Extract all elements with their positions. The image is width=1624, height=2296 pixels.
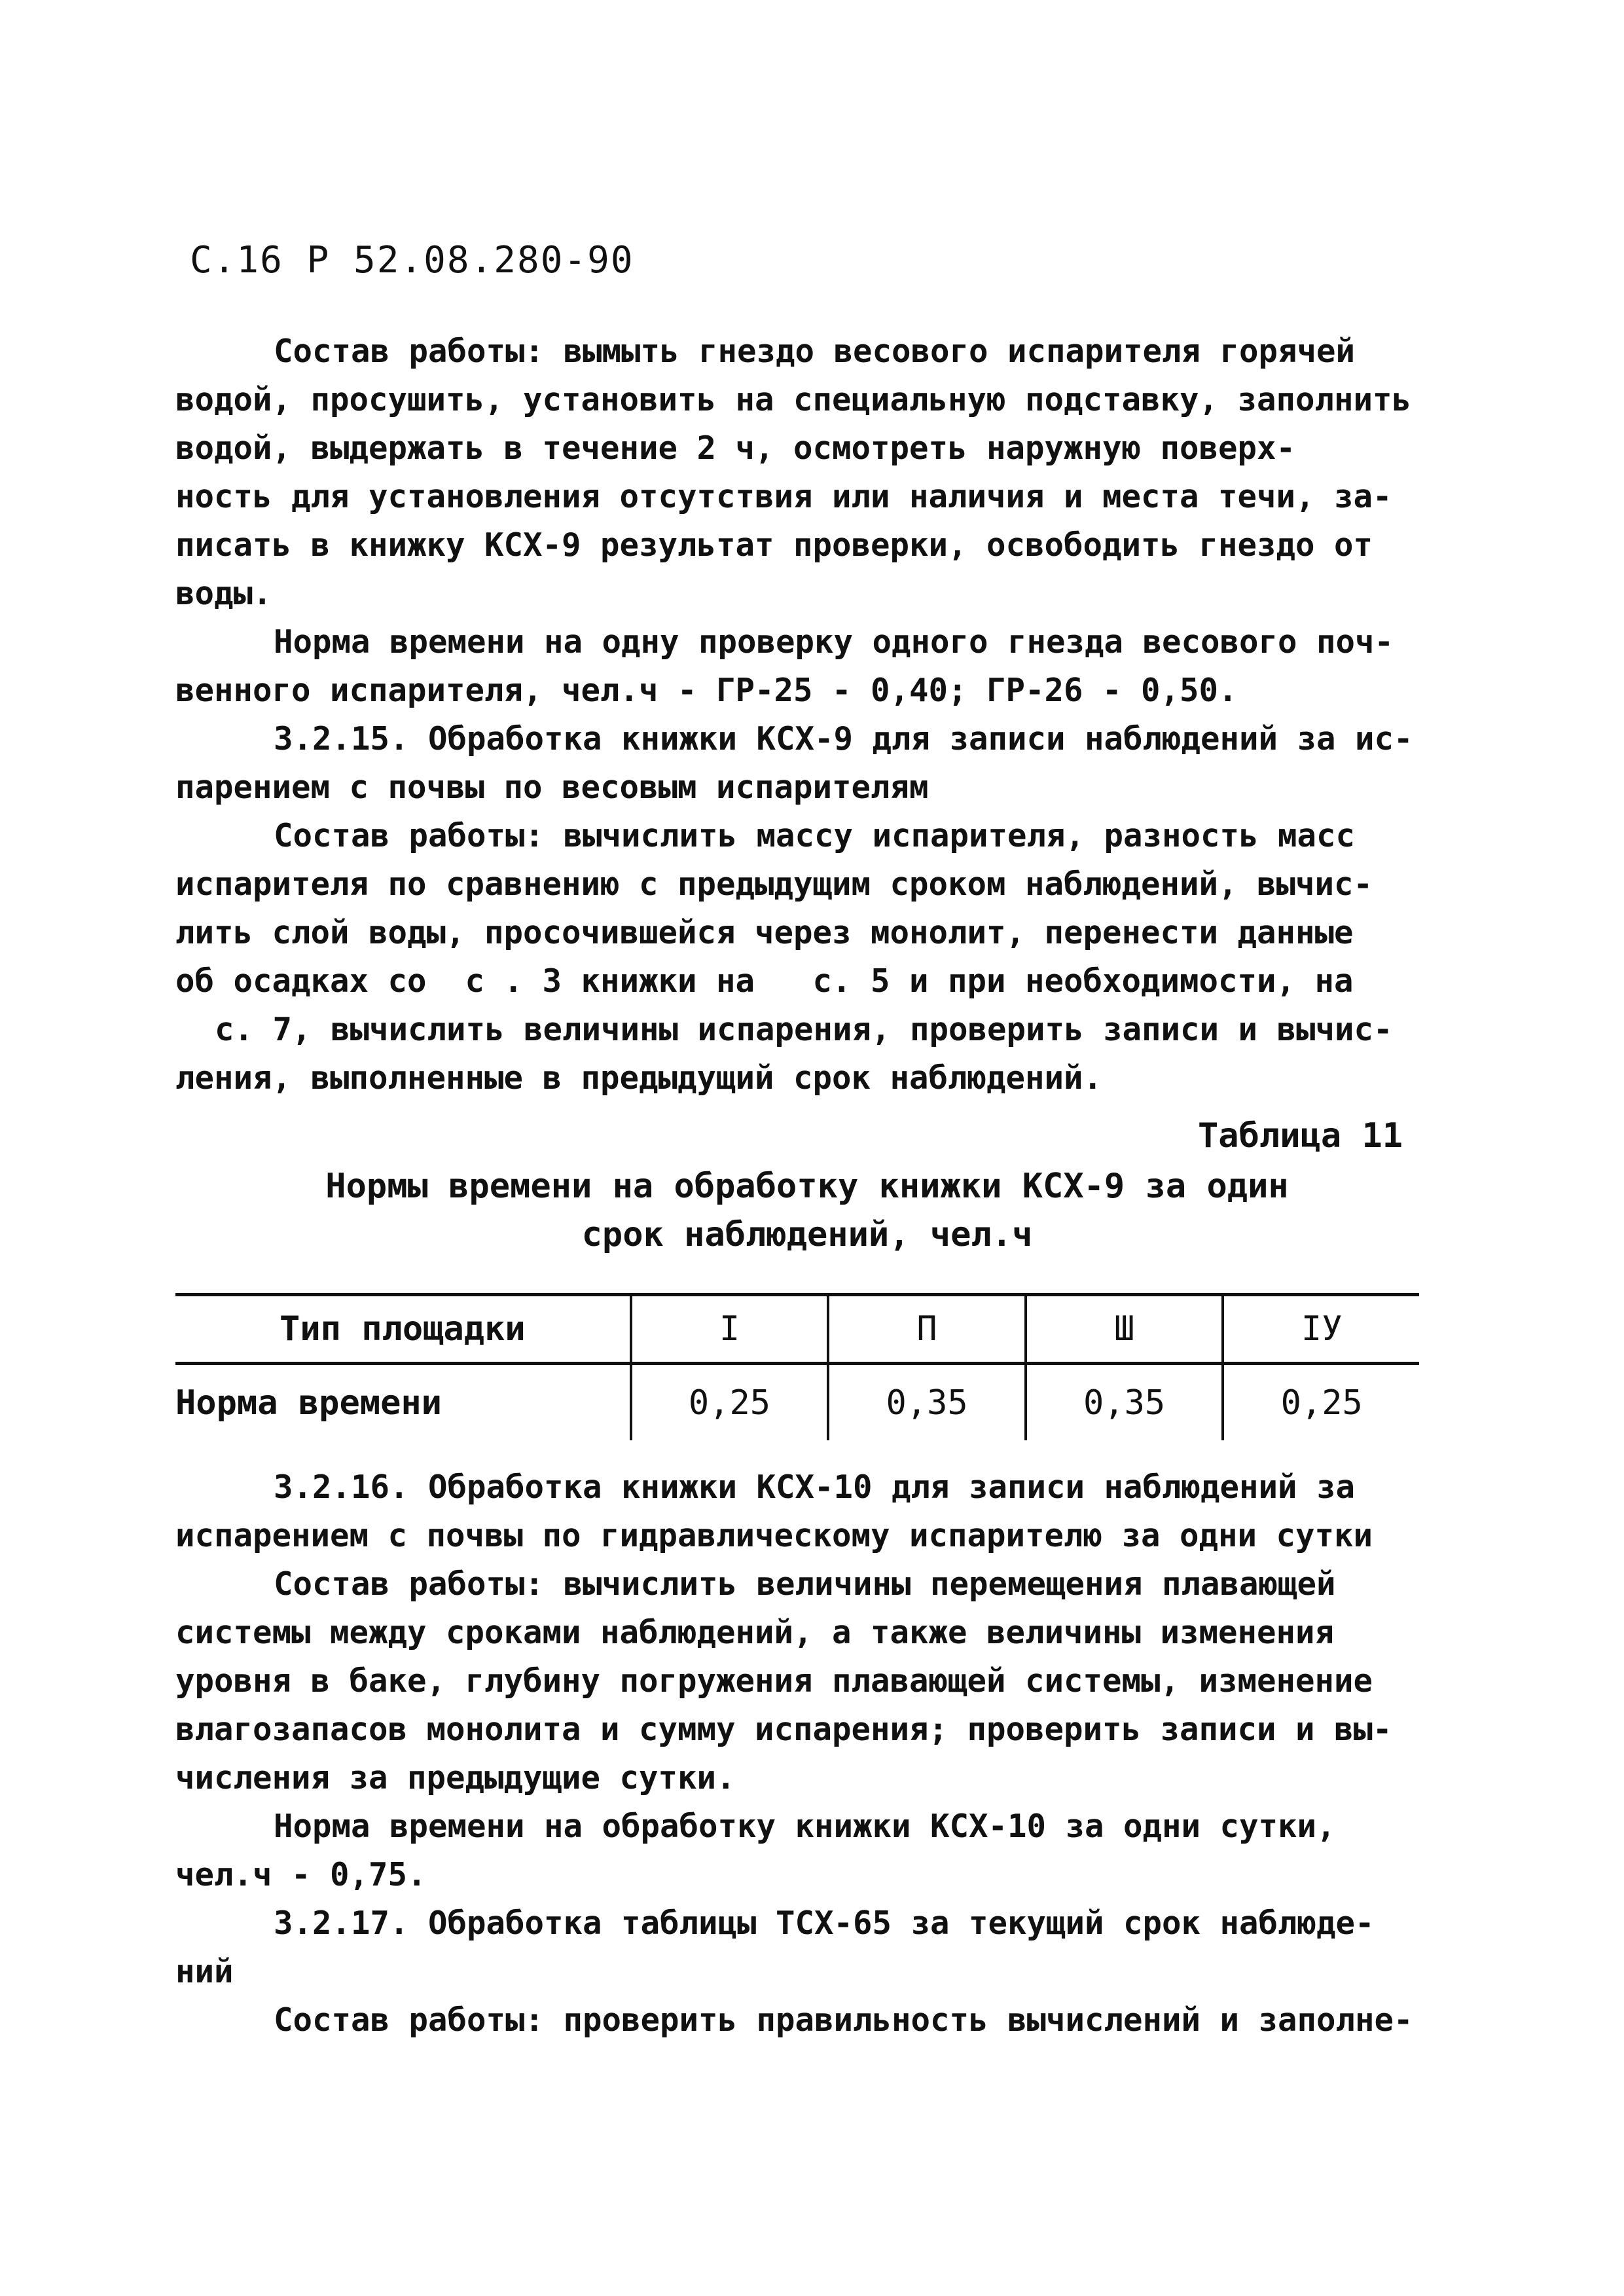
text-line: числения за предыдущие сутки. (175, 1759, 736, 1796)
text-line: Норма времени на обработку книжки КСХ-10 за одни сутки, (274, 1808, 1336, 1845)
table-header-row (175, 1295, 1419, 1364)
table-title-line: Нормы времени на обработку книжки КСХ-9 за один (325, 1167, 1289, 1206)
table-row (175, 1364, 1419, 1441)
text-line: ления, выполненные в предыдущий срок наблюдений. (175, 1059, 1103, 1097)
text-line: 3.2.17. Обработка таблицы ТСХ-65 за текущий срок наблюде- (274, 1904, 1375, 1942)
text-line: влагозапасов монолита и сумму испарения; проверить записи и вы- (175, 1711, 1392, 1748)
body-block-1 (175, 327, 1439, 1102)
text-line: чел.ч - 0,75. (175, 1856, 427, 1893)
text-line: водой, выдержать в течение 2 ч, осмотреть наружную поверх- (175, 429, 1296, 467)
text-line: Состав работы: вычислить массу испарителя, разность масс (274, 817, 1356, 854)
table-cell: 0,25 (631, 1364, 829, 1441)
text-line: парением с почвы по весовым испарителям (175, 769, 929, 806)
text-line: лить слой воды, просочившейся через монолит, перенести данные (175, 914, 1354, 951)
page-header: С.16 Р 52.08.280-90 (190, 239, 634, 282)
text-line: 3.2.16. Обработка книжки КСХ-10 для записи наблюдений за (274, 1468, 1356, 1506)
table-cell: 0,25 (1223, 1364, 1419, 1441)
text-line: водой, просушить, установить на специальную подставку, заполнить (175, 381, 1412, 418)
text-line: с. 7, вычислить величины испарения, проверить записи и вычис- (215, 1011, 1393, 1048)
text-line: воды. (175, 575, 272, 612)
table-header-cell: П (828, 1295, 1026, 1364)
text-line: Состав работы: проверить правильность вычислений и заполне- (274, 2001, 1413, 2039)
text-line: Норма времени на одну проверку одного гнезда весового поч- (274, 623, 1394, 661)
text-line: об осадках со с . 3 книжки на с. 5 и при необходимости, на (175, 962, 1354, 1000)
text-line: ний (175, 1953, 234, 1990)
text-line: венного испарителя, чел.ч - ГР-25 - 0,40; ГР-26 - 0,50. (175, 672, 1238, 709)
text-line: 3.2.15. Обработка книжки КСХ-9 для записи наблюдений за ис- (274, 720, 1413, 757)
text-line: ность для установления отсутствия или наличия и места течи, за- (175, 478, 1392, 515)
body-block-2 (175, 1463, 1439, 2045)
text-line: уровня в баке, глубину погружения плавающей системы, изменение (175, 1662, 1373, 1700)
norms-table (175, 1293, 1419, 1440)
table-header-cell: Ш (1026, 1295, 1223, 1364)
text-line: испарением с почвы по гидравлическому испарителю за одни сутки (175, 1517, 1373, 1554)
table-title (175, 1162, 1439, 1259)
table-label: Таблица 11 (1198, 1116, 1403, 1156)
table-header-cell: I (631, 1295, 829, 1364)
table-header-cell: IУ (1223, 1295, 1419, 1364)
table-title-line: срок наблюдений, чел.ч (581, 1215, 1033, 1254)
text-line: писать в книжку КСХ-9 результат проверки, освободить гнездо от (175, 526, 1373, 564)
table-cell: 0,35 (1026, 1364, 1223, 1441)
text-line: испарителя по сравнению с предыдущим сроком наблюдений, вычис- (175, 866, 1373, 903)
table-cell: 0,35 (828, 1364, 1026, 1441)
table-row-label: Норма времени (175, 1383, 442, 1423)
text-line: системы между сроками наблюдений, а также величины изменения (175, 1614, 1335, 1651)
text-line: Состав работы: вычислить величины перемещения плавающей (274, 1565, 1336, 1603)
table-header-cell: Тип площадки (280, 1309, 526, 1349)
text-line: Состав работы: вымыть гнездо весового испарителя горячей (274, 333, 1356, 370)
